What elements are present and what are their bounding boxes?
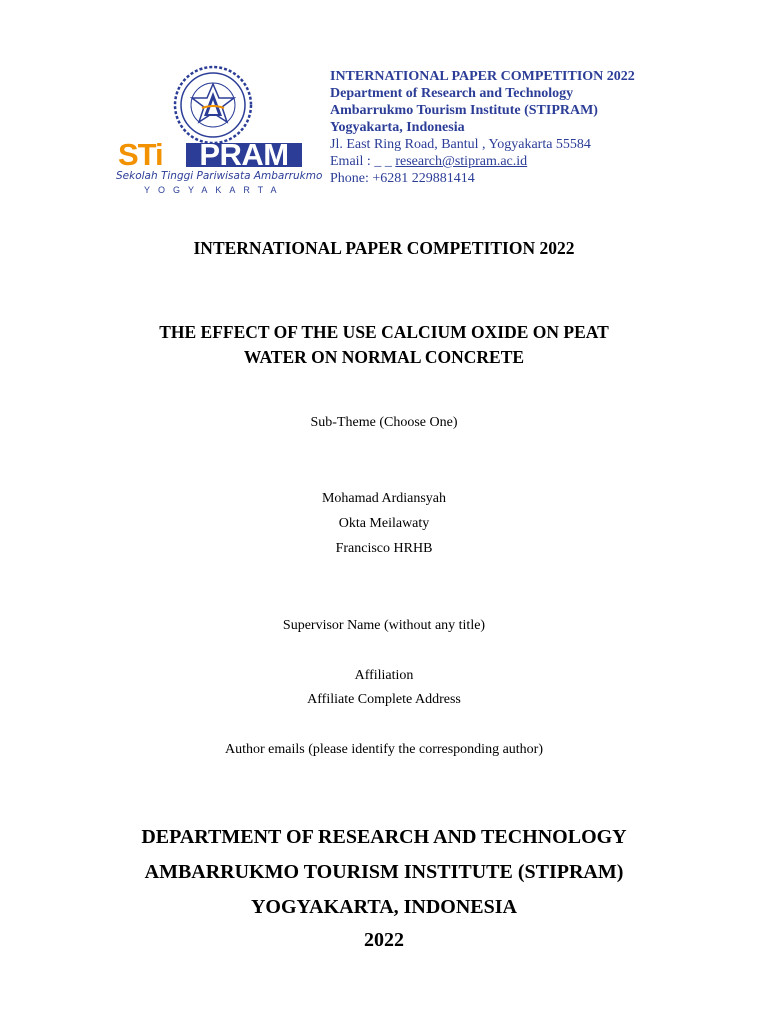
sub-theme: Sub-Theme (Choose One) xyxy=(310,415,458,430)
letterhead-contact xyxy=(330,68,750,187)
paper-title xyxy=(0,320,768,370)
contact-email-row xyxy=(330,153,750,170)
contact-line-city: Yogyakarta, Indonesia xyxy=(330,120,465,135)
supervisor-name: Supervisor Name (without any title) xyxy=(282,618,486,633)
brand-tagline: Sekolah Tinggi Pariwisata Ambarrukmo xyxy=(116,170,323,182)
email-label: Email : _ _ xyxy=(330,154,396,169)
contact-line-department: Department of Research and Technology xyxy=(330,86,574,101)
brand-right-text: PRAM xyxy=(199,137,289,172)
brand-wordmark xyxy=(118,138,310,172)
institution-seal-icon xyxy=(172,64,254,146)
footer-location: YOGYAKARTA, INDONESIA xyxy=(250,896,517,918)
title-line-2: WATER ON NORMAL CONCRETE xyxy=(243,347,525,367)
author-name: Francisco HRHB xyxy=(335,541,433,556)
brand-city: YOGYAKARTA xyxy=(144,185,285,195)
competition-heading: INTERNATIONAL PAPER COMPETITION 2022 xyxy=(193,238,575,258)
contact-phone: Phone: +6281 229881414 xyxy=(330,171,475,186)
contact-line-competition: INTERNATIONAL PAPER COMPETITION 2022 xyxy=(330,69,635,84)
footer-institute: AMBARRUKMO TOURISM INSTITUTE (STIPRAM) xyxy=(144,861,624,883)
footer-department: DEPARTMENT OF RESEARCH AND TECHNOLOGY xyxy=(141,826,627,848)
contact-address: Jl. East Ring Road, Bantul , Yogyakarta 55584 xyxy=(330,137,591,152)
affiliation: Affiliation xyxy=(354,668,414,683)
author-emails: Author emails (please identify the corresponding author) xyxy=(224,742,543,757)
brand-left-text: STi xyxy=(118,137,163,172)
stipram-logo xyxy=(112,64,323,199)
footer-year: 2022 xyxy=(364,929,404,951)
title-line-1: THE EFFECT OF THE USE CALCIUM OXIDE ON PEAT xyxy=(159,322,609,342)
author-name: Mohamad Ardiansyah xyxy=(321,491,447,506)
email-link[interactable]: research@stipram.ac.id xyxy=(395,154,528,169)
contact-line-institute: Ambarrukmo Tourism Institute (STIPRAM) xyxy=(330,103,598,118)
affiliation-address: Affiliate Complete Address xyxy=(307,692,461,707)
author-name: Okta Meilawaty xyxy=(338,516,430,531)
